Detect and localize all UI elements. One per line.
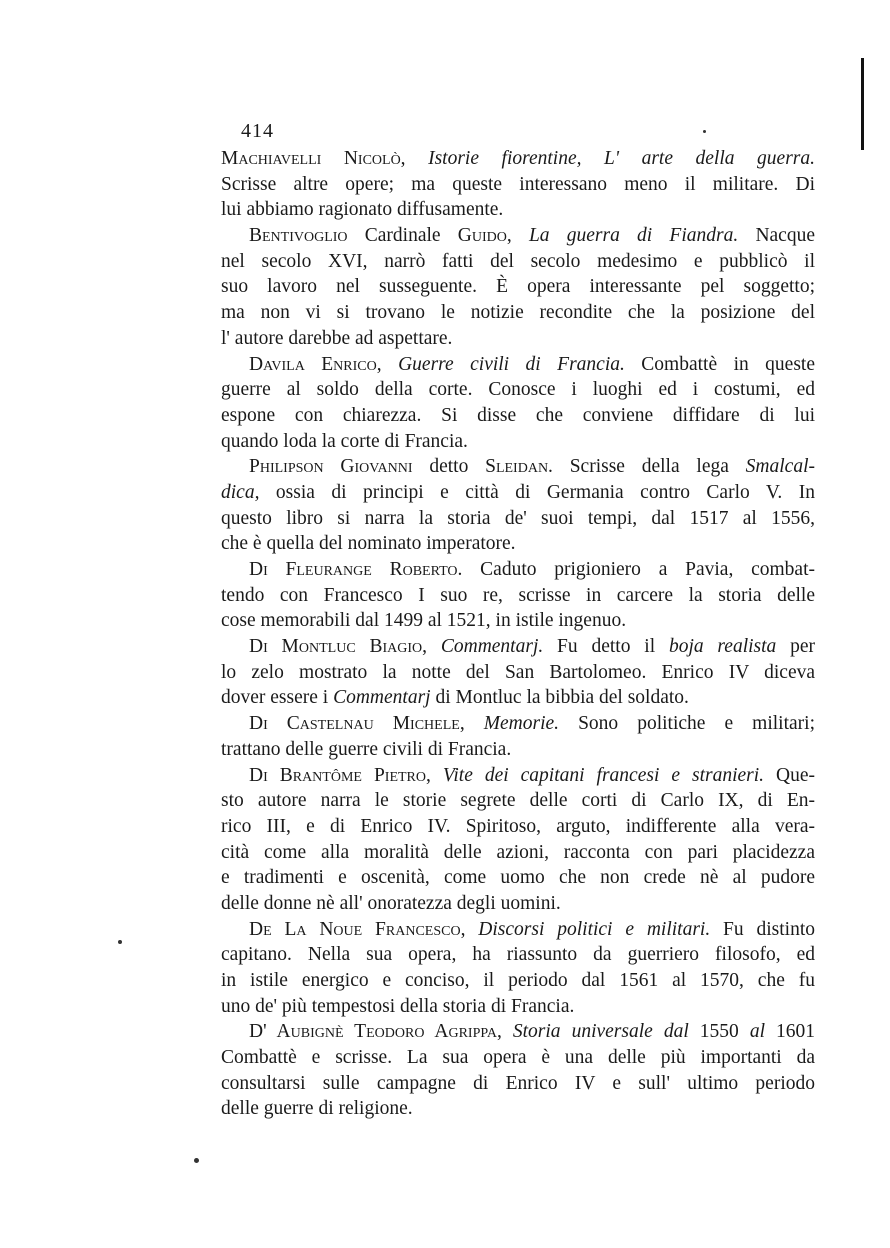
text-run: Sono politiche e militari; [559, 713, 815, 735]
work-title: Memorie. [483, 713, 560, 735]
text-run: che è quella del nominato imperatore. [221, 533, 516, 555]
text-run: Scrisse altre opere; ma queste interessano meno il militare. Di [221, 173, 815, 195]
text-line [221, 274, 815, 300]
text-line [221, 249, 815, 275]
text-line [221, 480, 815, 506]
text-line [221, 763, 815, 789]
entry-author: Di Montluc Biagio, [249, 636, 428, 658]
text-run: nel secolo XVI, narrò fatti del secolo medesimo e pubblicò il [221, 250, 815, 272]
margin-rule [861, 58, 864, 150]
entry-author: Sleidan. [485, 456, 553, 478]
text-run: Cardinale [347, 225, 458, 247]
text-run: in istile energico e conciso, il periodo dal 1561 al 1570, che fu [221, 970, 815, 991]
text-line [221, 1096, 815, 1122]
text-run: di Montluc la bibbia del soldato. [430, 687, 689, 709]
work-title: al [749, 1021, 765, 1043]
text-line [221, 583, 815, 609]
text-run: consultarsi sulle campagne di Enrico IV e sull' ultimo periodo [221, 1072, 815, 1094]
text-run: sto autore narra le storie segrete delle corti di Carlo IX, di En- [221, 790, 815, 812]
entry-author: Machiavelli Nicolò, [221, 148, 406, 169]
text-line [221, 429, 815, 455]
text-run: Fu detto il [543, 636, 669, 658]
text-line [221, 814, 815, 840]
entry-author: Philipson Giovanni [249, 456, 413, 478]
text-run [465, 919, 478, 940]
text-line [221, 300, 815, 326]
text-line [221, 326, 815, 352]
text-run: Fu distinto [710, 918, 815, 940]
text-run: 1601 [764, 1021, 816, 1043]
page-number: 414 [241, 120, 274, 142]
text-line [221, 197, 815, 223]
text-line [221, 403, 815, 429]
text-run: 1550 [688, 1021, 750, 1043]
entry-author: Di Brantôme Pietro, [249, 764, 431, 786]
work-title: Commentarj. [440, 636, 544, 658]
text-run: capitano. Nella sua opera, ha riassunto da guerriero filosofo, ed [221, 944, 815, 966]
text-run [427, 636, 441, 657]
text-run: cose memorabili dal 1499 al 1521, in istile ingenuo. [221, 610, 627, 632]
text-run [512, 225, 529, 246]
text-line [221, 377, 815, 403]
text-line [221, 994, 815, 1020]
work-title: Commentarj [333, 687, 431, 709]
text-line [221, 223, 815, 249]
text-line [221, 942, 815, 968]
entry-author: Di Fleurange Roberto. [249, 559, 463, 580]
text-run: questo libro si narra la storia de' suoi tempi, dal 1517 al 1556, [221, 507, 815, 529]
text-run: guerre al soldo della corte. Conosce i luoghi ed i costumi, ed [221, 379, 815, 401]
text-run: Combattè e scrisse. La sua opera è una delle più importanti da [221, 1047, 815, 1069]
text-run: lui abbiamo ragionato diffusamente. [221, 199, 504, 221]
text-run [382, 354, 398, 375]
work-title: Storia universale dal [512, 1021, 689, 1043]
text-run: per [776, 636, 816, 658]
text-run [431, 765, 443, 786]
entry-author: De La Noue Francesco, [249, 918, 466, 940]
text-run: uno de' più tempestosi della storia di Francia. [221, 995, 575, 1017]
text-run: l' autore darebbe ad aspettare. [221, 327, 453, 349]
text-run: delle guerre di religione. [221, 1098, 413, 1120]
text-run: ma non vi si trovano le notizie recondite che la posizione del [221, 302, 815, 324]
text-run: cità come alla moralità delle azioni, racconta con pari placidezza [221, 841, 815, 863]
text-line [221, 840, 815, 866]
text-line [221, 146, 815, 172]
text-line [221, 685, 815, 711]
text-line [221, 454, 815, 480]
entry-author: Guido, [457, 225, 512, 247]
text-line [221, 865, 815, 891]
work-title: La guerra di Fiandra. [528, 225, 739, 247]
text-run: dover essere i [221, 687, 334, 709]
entry-author: D' Aubignè Teodoro Agrippa, [249, 1021, 502, 1043]
text-run: rico III, e di Enrico IV. Spiritoso, arguto, indifferente alla vera- [221, 815, 815, 837]
text-run: Combattè in queste [624, 353, 815, 375]
speck [194, 1158, 199, 1163]
speck [703, 130, 706, 133]
text-run [406, 148, 429, 169]
text-line [221, 891, 815, 917]
text-line [221, 1071, 815, 1097]
entry-author: Di Castelnau Michele, [249, 713, 465, 735]
text-line [221, 917, 815, 943]
text-run: Scrisse della lega [552, 456, 746, 478]
work-title: Vite dei capitani francesi e stranieri. [442, 764, 765, 786]
text-line [221, 557, 815, 583]
text-line [221, 634, 815, 660]
entry-author: Bentivoglio [249, 225, 348, 247]
text-line [221, 737, 815, 763]
text-run [465, 713, 484, 734]
text-run: delle donne nè all' onoratezza degli uomini. [221, 892, 561, 914]
text-line [221, 172, 815, 198]
text-run: suo lavoro nel susseguente. È opera interessante pel soggetto; [221, 276, 815, 298]
text-run: Nacque [738, 225, 815, 247]
work-title: dica, [221, 481, 260, 503]
text-run: espone con chiarezza. Si disse che conviene diffidare di lui [221, 404, 815, 426]
work-title: Discorsi politici e militari. [478, 918, 711, 940]
text-block [221, 146, 815, 1122]
text-run: detto [412, 456, 486, 478]
text-line [221, 1045, 815, 1071]
text-line [221, 352, 815, 378]
speck [118, 940, 122, 944]
text-line [221, 968, 815, 994]
text-run: Caduto prigioniero a Pavia, combat- [462, 559, 815, 580]
work-title: Istorie fiorentine, L' arte della guerra. [428, 148, 815, 169]
text-run: Que- [764, 764, 816, 786]
text-run: lo zelo mostrato la notte del San Bartolomeo. Enrico IV diceva [221, 661, 815, 683]
text-line [221, 788, 815, 814]
text-line [221, 1019, 815, 1045]
work-title: Guerre civili di Francia. [398, 353, 625, 375]
text-run: e tradimenti e oscenità, come uomo che non crede nè al pudore [221, 867, 815, 889]
text-line [221, 660, 815, 686]
text-run [502, 1021, 513, 1042]
text-line [221, 531, 815, 557]
text-run: tendo con Francesco I suo re, scrisse in carcere la storia delle [221, 584, 815, 606]
text-run: ossia di principi e città di Germania contro Carlo V. In [259, 481, 815, 503]
text-run: quando loda la corte di Francia. [221, 430, 468, 452]
text-run: trattano delle guerre civili di Francia. [221, 738, 512, 760]
work-title: boja realista [668, 636, 777, 658]
text-line [221, 711, 815, 737]
text-line [221, 608, 815, 634]
work-title: Smalcal- [745, 456, 815, 478]
entry-author: Davila Enrico, [249, 353, 382, 375]
text-line [221, 506, 815, 532]
